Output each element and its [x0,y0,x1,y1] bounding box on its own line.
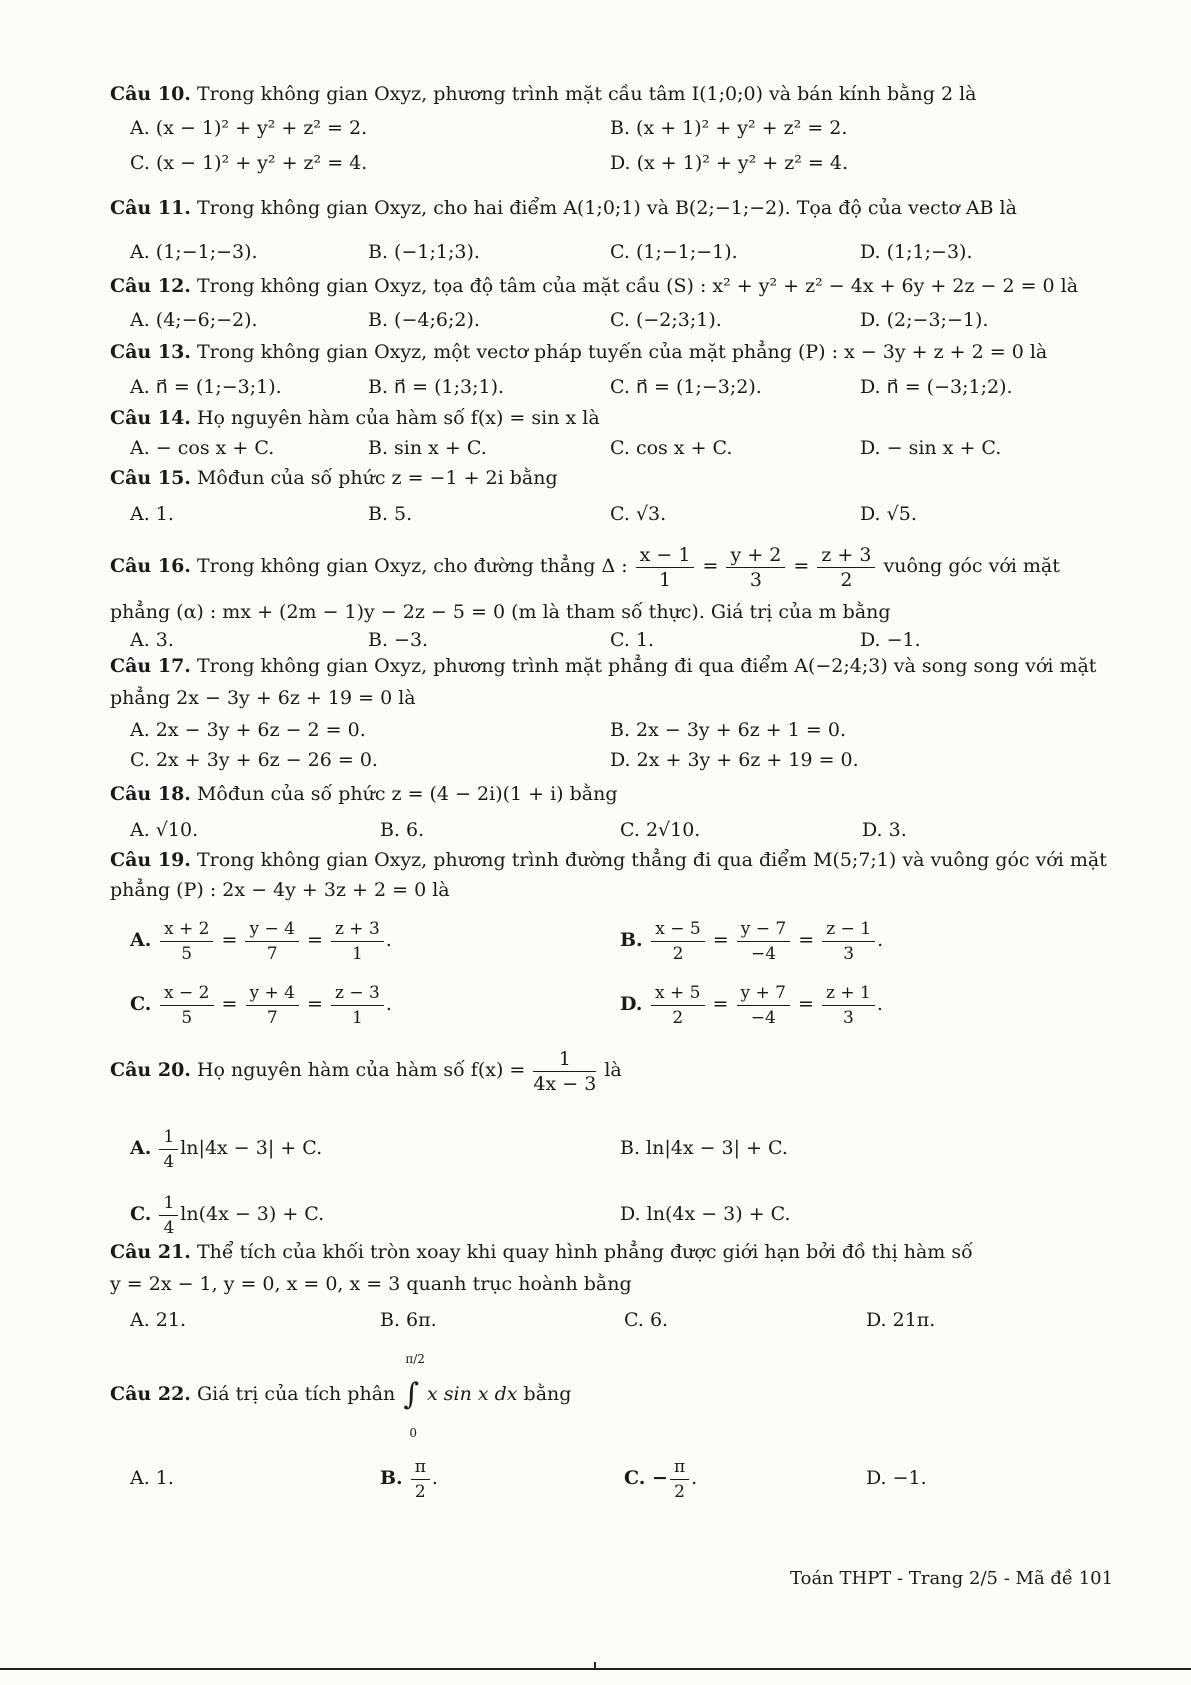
options-17 [130,716,1090,744]
option-c: C. 1. [610,629,655,651]
option-a: A. $\frac{x + 2}{5}$ = $\frac{y - 4}{7}$ = $\frac{z + 3}{1}$ . [130,918,392,964]
option-b: B. ln|4x − 3| + C. [620,1137,788,1159]
integral-upper-limit: π/2 [405,1352,425,1366]
options-13 [130,373,1090,401]
option-a [130,1120,322,1176]
option-c: C. $\frac{x - 2}{5}$ = $\frac{y + 4}{7}$ = $\frac{z - 3}{1}$ . [130,982,392,1028]
numerator: z − 1 [822,917,875,942]
question-text-tail: là [604,1059,622,1081]
options-10b [130,149,1090,177]
option-b: B. 5. [368,503,413,525]
numerator: 1 [159,1191,178,1216]
numerator: z + 3 [331,917,384,942]
question-text: Trong không gian Oxyz, phương trình mặt phẳng đi qua điểm A(−2;4;3) và song song với mặt [196,655,1097,677]
question-13 [110,338,1100,366]
option-d: D. −1. [860,629,921,651]
numerator: y − 7 [737,917,790,942]
question-12 [110,272,1100,300]
denominator: 3 [749,568,762,591]
option-d: D. −1. [866,1467,927,1489]
integral-lower-limit: 0 [409,1426,417,1440]
option-c: C. 2x + 3y + 6z − 26 = 0. [130,749,378,771]
options-15 [130,500,1090,528]
numerator: y − 4 [245,917,298,942]
question-text: Trong không gian Oxyz, tọa độ tâm của mặt cầu (S) : x² + y² + z² − 4x + 6y + 2z − 2 = 0 là [196,275,1079,297]
option-a: A. 1. [130,503,174,525]
question-text: phẳng (α) : mx + (2m − 1)y − 2z − 5 = 0 (m là tham số thực). Giá trị của m bằng [110,601,891,623]
fraction [331,981,384,1030]
option-a: A. (4;−6;−2). [130,309,258,331]
denominator: −4 [750,943,777,964]
numerator: y + 4 [246,981,299,1006]
question-text: Trong không gian Oxyz, phương trình mặt cầu tâm I(1;0;0) và bán kính bằng 2 là [196,83,977,105]
fraction [246,981,299,1030]
option-letter: B. [620,929,650,951]
options-20 [130,1120,1090,1176]
option-b: B. (−4;6;2). [368,309,480,331]
bottom-tick [594,1662,596,1670]
option-b: B. n⃗ = (1;3;1). [368,376,505,398]
denominator: 2 [674,1481,685,1502]
fraction [726,543,785,592]
option-c [130,1186,324,1242]
question-text: Thể tích của khối tròn xoay khi quay hình phẳng được giới hạn bởi đồ thị hàm số [196,1241,973,1263]
option-a: A. 3. [130,629,174,651]
option-d: D. √5. [860,503,917,525]
question-10 [110,80,1100,108]
numerator: z + 1 [822,981,875,1006]
option-c: C. 2√10. [620,819,701,841]
fraction [737,917,790,966]
denominator: 4 [163,1217,175,1238]
numerator: x − 5 [651,917,704,942]
option-letter: A. [130,929,158,951]
option-c: C. cos x + C. [610,437,733,459]
denominator: −4 [750,1007,776,1028]
options-11 [130,238,1090,266]
option-b: B. sin x + C. [368,437,487,459]
option-b: B. $\frac{\pi}{2}$ . [380,1456,438,1502]
denominator: 3 [843,943,855,964]
fraction [245,917,298,966]
numerator: π [411,1455,430,1480]
question-text: Họ nguyên hàm của hàm số f(x) = [196,1059,526,1081]
question-text: Trong không gian Oxyz, một vectơ pháp tuyến của mặt phẳng (P) : x − 3y + z + 2 = 0 là [196,341,1048,363]
question-15 [110,464,1100,492]
denominator: 3 [842,1007,854,1028]
option-letter: A. [130,1137,152,1159]
question-text: Trong không gian Oxyz, phương trình đường thẳng đi qua điểm M(5;7;1) và vuông góc với mặt [196,849,1107,871]
option-b: B. 6π. [380,1309,437,1331]
option-c: C. − $\frac{\pi}{2}$ . [624,1456,698,1502]
question-text-tail: vuông góc với mặt [883,555,1060,577]
fraction [159,1191,178,1240]
option-d: D. 2x + 3y + 6z + 19 = 0. [610,749,859,771]
question-label: Câu 16. [110,555,191,577]
options-18 [130,816,1090,844]
question-text: y = 2x − 1, y = 0, x = 0, x = 3 quanh trục hoành bằng [110,1273,632,1295]
numerator: x − 2 [160,981,213,1006]
question-label: Câu 11. [110,197,191,219]
denominator: 1 [659,568,672,591]
denominator: 5 [181,1007,193,1028]
options-16 [130,626,1090,654]
question-21-line2 [110,1270,1100,1298]
option-d: D. (x + 1)² + y² + z² = 4. [610,152,848,174]
numerator: z − 3 [331,981,384,1006]
question-label: Câu 15. [110,467,191,489]
option-letter: D. [620,993,650,1015]
denominator: 4 [163,1151,175,1172]
denominator: 1 [351,943,363,964]
question-text: Trong không gian Oxyz, cho đường thẳng Δ : [196,555,628,577]
fraction [670,1455,689,1504]
question-16-line2 [110,598,1100,626]
fraction [651,981,704,1030]
question-text: Môđun của số phức z = (4 − 2i)(1 + i) bằng [196,783,618,805]
question-17-line2 [110,684,1100,712]
denominator: 7 [266,943,278,964]
question-text: Giá trị của tích phân [196,1383,396,1405]
denominator: 2 [414,1481,426,1502]
fraction [160,981,213,1030]
question-16: Câu 16. Trong không gian Oxyz, cho đường thẳng Δ : $\frac{x - 1}{1}$ = $\frac{y + 2}{3}$ = $\frac{z + 3}{2}$ vuông góc với mặt [110,543,1060,591]
option-letter: C. [130,993,159,1015]
options-14 [130,434,1090,462]
denominator: 2 [840,568,853,591]
numerator: y + 2 [726,543,785,568]
question-label: Câu 22. [110,1383,191,1405]
option-a: A. n⃗ = (1;−3;1). [130,376,282,398]
option-letter: C. − [624,1467,668,1489]
denominator: 2 [672,943,684,964]
option-d: D. (2;−3;−1). [860,309,989,331]
page-footer: Toán THPT - Trang 2/5 - Mã đề 101 [790,1568,1114,1589]
question-text: phẳng 2x − 3y + 6z + 19 = 0 là [110,687,416,709]
numerator: π [670,1455,689,1480]
option-b: B. (−1;1;3). [368,241,480,263]
denominator: 2 [672,1007,684,1028]
integrand: x sin x dx [427,1383,518,1405]
question-label: Câu 18. [110,783,191,805]
numerator: x + 2 [160,917,213,942]
option-a: A. − cos x + C. [130,437,275,459]
denominator: 4x − 3 [533,1072,597,1095]
option-c: C. 6. [624,1309,669,1331]
fraction [160,917,213,966]
option-d: D. n⃗ = (−3;1;2). [860,376,1013,398]
question-text: Môđun của số phức z = −1 + 2i bằng [196,467,558,489]
option-a: A. 2x − 3y + 6z − 2 = 0. [130,719,366,741]
options-22 [130,1450,1090,1506]
fraction [822,981,875,1030]
option-c: C. √3. [610,503,667,525]
numerator: y + 7 [737,981,790,1006]
options-17b [130,746,1090,774]
numerator: x − 1 [636,543,695,568]
numerator: 1 [159,1125,178,1150]
question-label: Câu 13. [110,341,191,363]
fraction [737,981,790,1030]
option-d: D. 3. [862,819,907,841]
option-text: ln|4x − 3| + C. [180,1137,323,1159]
denominator: 5 [181,943,193,964]
numerator: z + 3 [817,543,875,568]
option-d: D. ln(4x − 3) + C. [620,1203,791,1225]
option-b: B. 6. [380,819,425,841]
options-19-row [130,912,1090,968]
integral-sign: ∫ π/2 0 [403,1375,419,1415]
fraction [651,917,704,966]
option-c: C. (x − 1)² + y² + z² = 4. [130,152,368,174]
numerator: x + 5 [651,981,704,1006]
question-text: phẳng (P) : 2x − 4y + 3z + 2 = 0 là [110,879,450,901]
fraction [822,917,875,966]
denominator: 1 [351,1007,363,1028]
question-text-tail: bằng [523,1383,572,1405]
option-a: A. 21. [130,1309,187,1331]
option-d: D. (1;1;−3). [860,241,973,263]
fraction [159,1125,178,1174]
question-21 [110,1238,1100,1266]
numerator: 1 [533,1047,596,1072]
question-label: Câu 17. [110,655,191,677]
option-a: A. √10. [130,819,199,841]
option-a: A. 1. [130,1467,174,1489]
option-c: C. (1;−1;−1). [610,241,738,263]
question-11 [110,194,1100,222]
option-text: ln(4x − 3) + C. [180,1203,325,1225]
option-b: B. $\frac{x - 5}{2}$ = $\frac{y - 7}{-4}$ = $\frac{z - 1}{3}$ . [620,918,884,964]
fraction [533,1047,596,1096]
option-c: C. n⃗ = (1;−3;2). [610,376,762,398]
options-20b [130,1186,1090,1242]
question-label: Câu 14. [110,407,191,429]
question-18 [110,780,1100,808]
option-a: A. (x − 1)² + y² + z² = 2. [130,117,368,139]
question-label: Câu 20. [110,1059,191,1081]
options-21 [130,1306,1090,1334]
question-text: Họ nguyên hàm của hàm số f(x) = sin x là [196,407,600,429]
option-a: A. (1;−1;−3). [130,241,258,263]
option-b: B. −3. [368,629,429,651]
option-b: B. (x + 1)² + y² + z² = 2. [610,117,848,139]
option-d: D. 21π. [866,1309,936,1331]
denominator: 7 [266,1007,278,1028]
question-14 [110,404,1100,432]
question-17 [110,652,1100,680]
option-c: C. (−2;3;1). [610,309,722,331]
options-19-row [130,976,1090,1032]
question-20 [110,1042,1100,1098]
options-10 [130,114,1090,142]
option-d: D. $\frac{x + 5}{2}$ = $\frac{y + 7}{-4}$ = $\frac{z + 1}{3}$ . [620,982,883,1028]
option-letter: B. [380,1467,403,1489]
fraction [817,543,875,592]
question-label: Câu 19. [110,849,191,871]
question-19 [110,846,1107,874]
fraction [636,543,695,592]
fraction [411,1455,430,1504]
question-text: Trong không gian Oxyz, cho hai điểm A(1;0;1) và B(2;−1;−2). Tọa độ của vectơ AB là [196,197,1017,219]
question-label: Câu 21. [110,1241,191,1263]
options-12 [130,306,1090,334]
option-b: B. 2x − 3y + 6z + 1 = 0. [610,719,846,741]
option-d: D. − sin x + C. [860,437,1002,459]
question-label: Câu 12. [110,275,191,297]
question-label: Câu 10. [110,83,191,105]
question-19-line2 [110,876,1100,904]
fraction [331,917,384,966]
option-letter: C. [130,1203,152,1225]
question-22 [110,1352,1100,1440]
